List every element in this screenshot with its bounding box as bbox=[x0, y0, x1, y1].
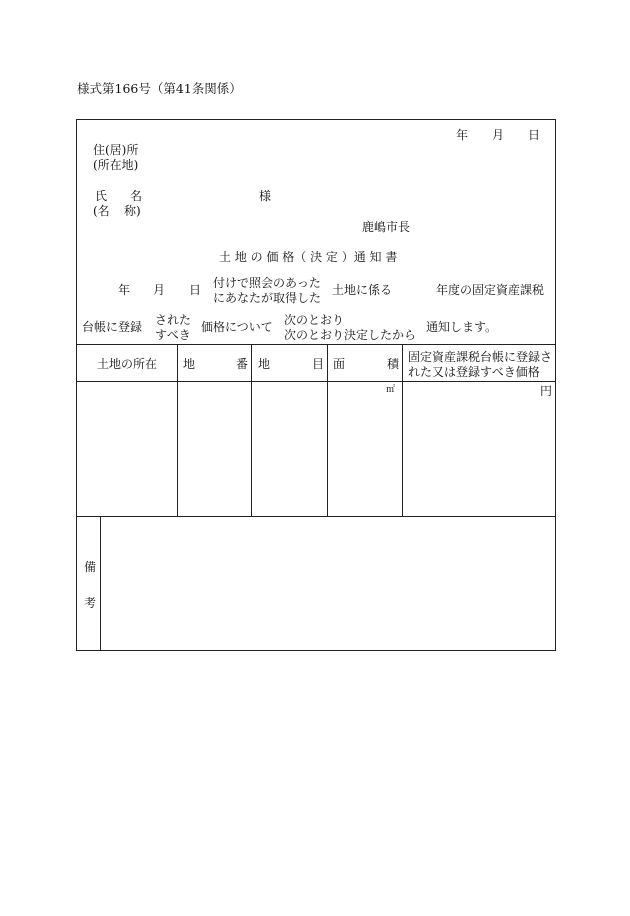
date-day-label: 日 bbox=[528, 128, 541, 142]
remarks-label-part2: 考 bbox=[84, 596, 97, 610]
as-follows-option-2: 次のとおり決定したから bbox=[284, 328, 417, 342]
remarks-column-divider bbox=[100, 516, 101, 651]
header-land-category-part2: 目 bbox=[312, 357, 325, 371]
issuer: 鹿嶋市長 bbox=[362, 220, 411, 234]
header-assessed-price-line1: 固定資産課税台帳に登録さ bbox=[408, 350, 553, 364]
as-follows-option-1: 次のとおり bbox=[284, 313, 345, 327]
table-column-divider bbox=[402, 344, 403, 517]
name-sub-label-part1: (名 bbox=[93, 204, 110, 218]
notify-text: 通知します。 bbox=[426, 320, 498, 334]
table-column-divider bbox=[327, 344, 328, 517]
name-sub-label-part2: 称) bbox=[124, 204, 141, 218]
body-year: 年 bbox=[118, 283, 131, 297]
inquiry-line-2: にあなたが取得した bbox=[213, 291, 322, 305]
registered-option-1: された bbox=[155, 313, 192, 327]
notice-form-frame bbox=[76, 119, 556, 651]
date-year-label: 年 bbox=[456, 128, 469, 142]
table-header-divider bbox=[76, 381, 556, 382]
body-day: 日 bbox=[189, 283, 202, 297]
document-title: 土 地 の 価 格（ 決 定 ）通 知 書 bbox=[219, 250, 398, 264]
remarks-label-part1: 備 bbox=[84, 560, 97, 574]
form-number: 様式第166号（第41条関係） bbox=[77, 81, 242, 96]
registered-option-2: すべき bbox=[155, 328, 191, 342]
date-month-label: 月 bbox=[492, 128, 505, 142]
honorific: 様 bbox=[259, 189, 272, 203]
header-area-part1: 面 bbox=[333, 357, 346, 371]
remarks-divider bbox=[76, 516, 556, 517]
table-column-divider bbox=[177, 344, 178, 517]
header-lot-number-part1: 地 bbox=[183, 357, 196, 371]
name-label-part1: 氏 bbox=[95, 189, 108, 203]
address-sub-label: (所在地) bbox=[93, 158, 139, 172]
price-about-text: 価格について bbox=[201, 320, 273, 334]
body-month: 月 bbox=[153, 283, 166, 297]
fiscal-year-text: 年度の固定資産課税 bbox=[436, 283, 545, 297]
address-label: 住(居)所 bbox=[93, 143, 139, 157]
header-lot-number-part2: 番 bbox=[236, 357, 249, 371]
name-label-part2: 名 bbox=[130, 189, 143, 203]
header-land-category-part1: 地 bbox=[258, 357, 271, 371]
inquiry-line-1: 付けで照会のあった bbox=[213, 276, 321, 290]
table-column-divider bbox=[251, 344, 252, 517]
header-assessed-price-line2: れた又は登録すべき価格 bbox=[408, 365, 540, 379]
area-unit: ㎡ bbox=[386, 385, 396, 395]
header-divider bbox=[76, 344, 556, 345]
header-land-location: 土地の所在 bbox=[97, 357, 158, 371]
ledger-text: 台帳に登録 bbox=[82, 320, 143, 334]
land-related: 土地に係る bbox=[332, 283, 393, 297]
header-area-part2: 積 bbox=[387, 357, 400, 371]
price-unit: 円 bbox=[540, 384, 553, 398]
